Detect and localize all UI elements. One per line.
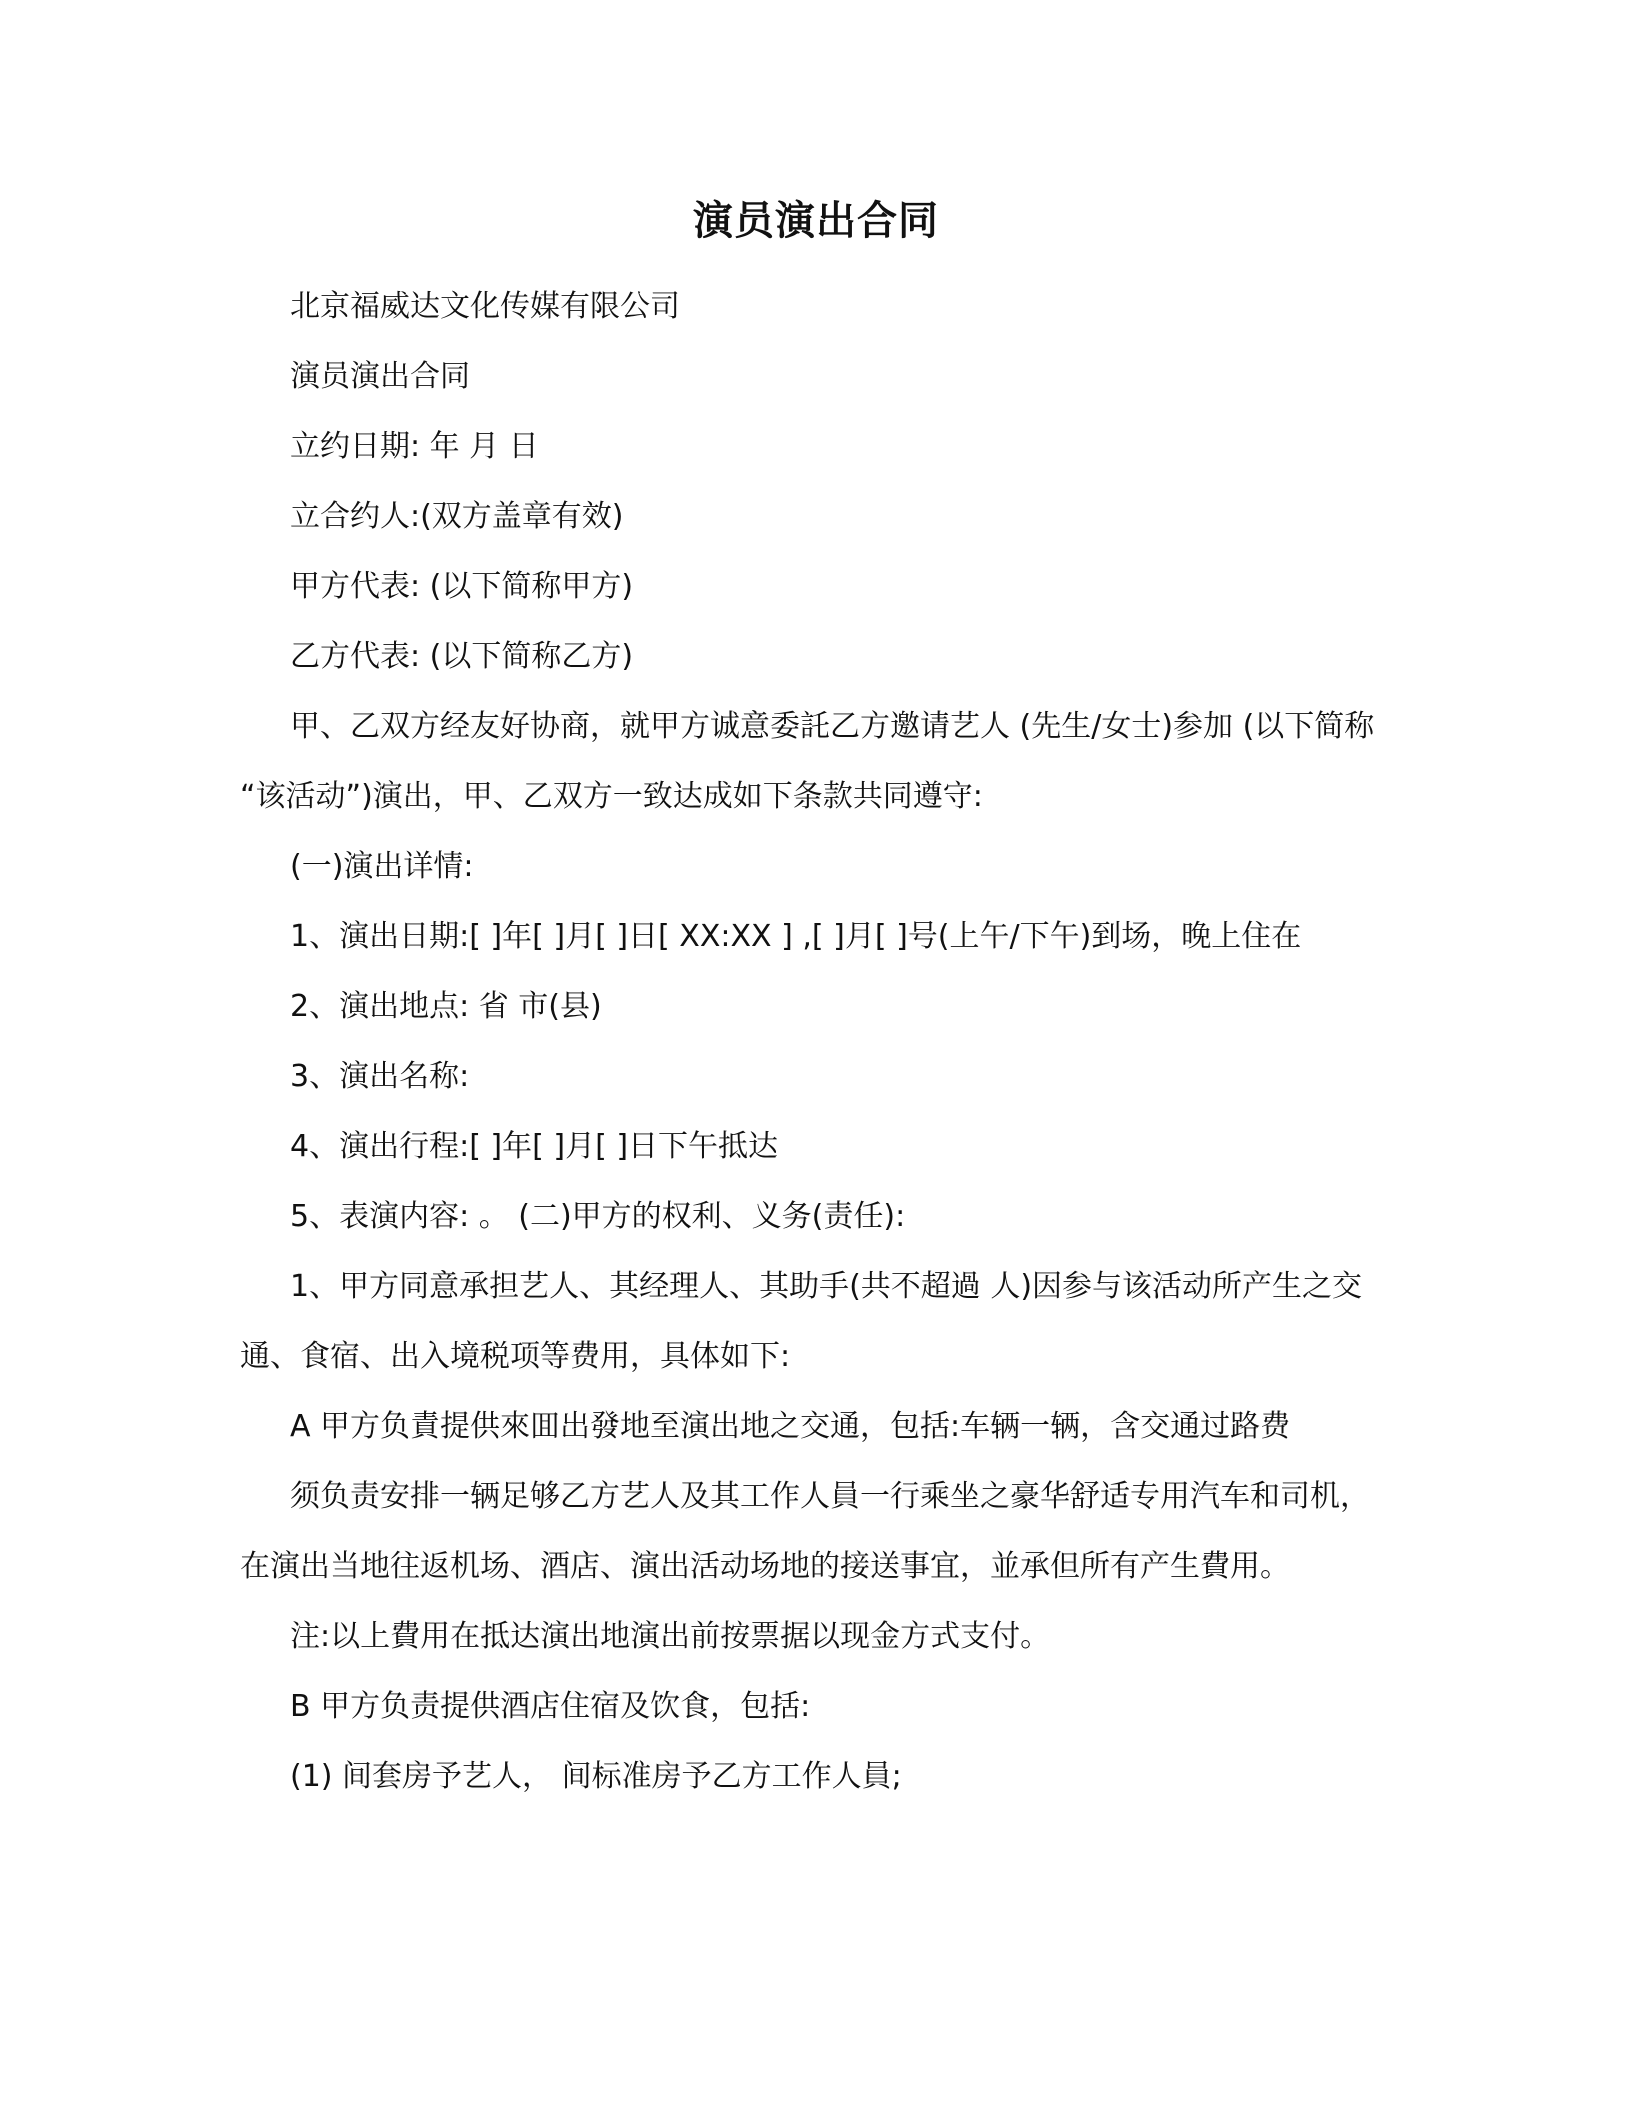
clause-b-accommodation: B 甲方负责提供酒店住宿及饮食，包括: bbox=[290, 1689, 811, 1724]
performance-name: 3、演出名称: bbox=[290, 1059, 470, 1094]
contracting-parties: 立合约人:(双方盖章有效) bbox=[290, 499, 624, 534]
signing-date: 立约日期: 年 月 日 bbox=[290, 429, 539, 464]
performance-date: 1、演出日期:[ ]年[ ]月[ ]日[ XX:XX ] ,[ ]月[ ]号(上午/下午)到场，晚上住在 bbox=[290, 919, 1302, 954]
payment-note: 注:以上費用在抵达演出地演出前按票据以现金方式支付。 bbox=[290, 1619, 1051, 1654]
accommodation-item-1: (1) 间套房予艺人， 间标准房予乙方工作人員; bbox=[290, 1759, 902, 1794]
section-performance-details: (一)演出详情: bbox=[290, 849, 474, 884]
performance-content: 5、表演内容: 。 (二)甲方的权利、义务(责任): bbox=[290, 1199, 906, 1234]
performance-itinerary: 4、演出行程:[ ]年[ ]月[ ]日下午抵达 bbox=[290, 1129, 779, 1164]
company-name: 北京福威达文化传媒有限公司 bbox=[290, 289, 680, 324]
preamble-paragraph: 甲、乙双方经友好协商，就甲方诚意委託乙方邀请艺人 (先生/女士)参加 (以下简称 “该活动”)演出，甲、乙双方一致达成如下条款共同遵守: bbox=[240, 709, 1375, 814]
party-a-obligation-1: 1、甲方同意承担艺人、其经理人、其助手(共不超過 人)因参与该活动所产生之交通、食宿、出入境税项等费用，具体如下: bbox=[240, 1269, 1363, 1374]
party-b-representative: 乙方代表: (以下简称乙方) bbox=[290, 639, 634, 674]
document-body bbox=[240, 272, 1380, 1812]
contract-heading: 演员演出合同 bbox=[290, 359, 470, 394]
clause-a-transport: A 甲方负責提供來囬出發地至演出地之交通，包括:车辆一辆，含交通过路费 bbox=[290, 1409, 1291, 1444]
party-a-representative: 甲方代表: (以下简称甲方) bbox=[290, 569, 634, 604]
performance-location: 2、演出地点: 省 市(县) bbox=[290, 989, 602, 1024]
transport-arrangement: 须负责安排一辆足够乙方艺人及其工作人員一行乘坐之豪华舒适专用汽车和司机，在演出当地往返机场、酒店、演出活动场地的接送事宜，並承但所有产生費用。 bbox=[240, 1479, 1370, 1584]
document-title: 演员演出合同 bbox=[693, 198, 939, 244]
